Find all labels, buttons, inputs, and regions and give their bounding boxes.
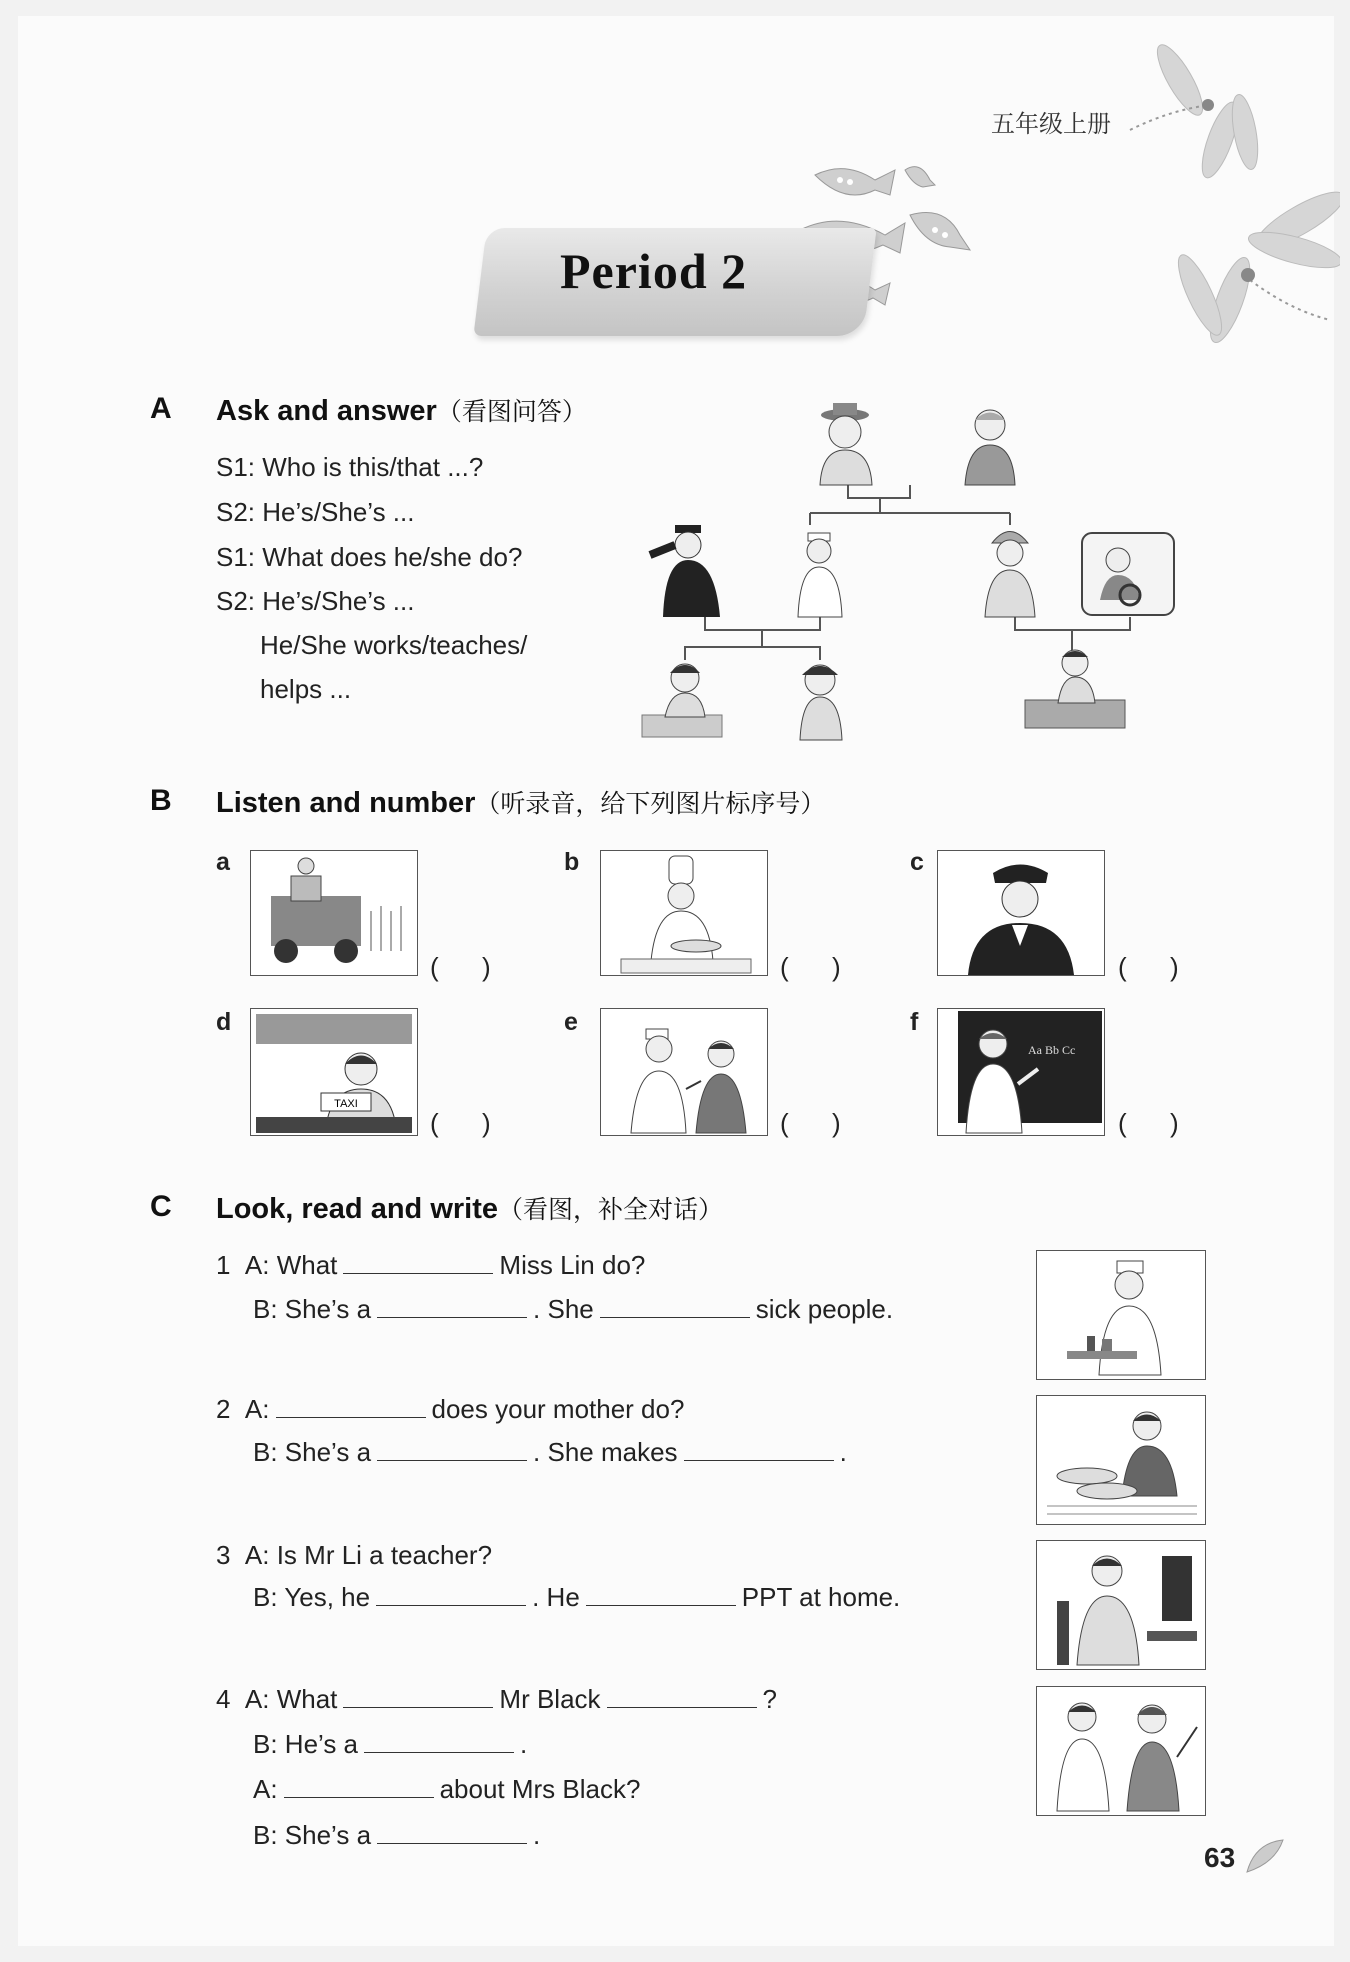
answer-paren[interactable] <box>780 1108 841 1139</box>
answer-blank[interactable] <box>276 1395 426 1418</box>
section-c-title-cn: （看图，补全对话） <box>498 1195 724 1224</box>
dialogue-text: B: She’s a <box>253 1820 372 1850</box>
dialogue-text: B: Yes, he <box>253 1582 371 1612</box>
picture-nurse <box>600 1008 768 1136</box>
item-label: d <box>216 1008 232 1036</box>
picture-cook <box>600 850 768 976</box>
grade-label: 五年级上册 <box>991 110 1111 138</box>
dialogue-text: Miss Lin do? <box>499 1250 646 1280</box>
section-a-letter: A <box>150 392 172 425</box>
question-4-line-a1 <box>216 1684 777 1715</box>
section-a-title-en: Ask and answer <box>216 395 437 427</box>
question-3-line-a <box>216 1540 492 1571</box>
dialogue-text: sick people. <box>755 1294 894 1324</box>
tree-connector <box>848 485 910 498</box>
doctor-and-teacher-icon <box>1037 1687 1205 1815</box>
taxi-driver-icon <box>251 1009 417 1135</box>
boy-reading-icon <box>1025 650 1125 728</box>
dialogue-line: He/She works/teaches/ <box>260 630 528 660</box>
paren-open: ( <box>1118 952 1127 982</box>
teacher-blackboard-icon <box>938 1009 1104 1135</box>
dialogue-text: . She makes <box>533 1437 678 1467</box>
paren-open: ( <box>430 952 439 982</box>
dialogue-text: A: What <box>244 1684 338 1714</box>
answer-paren[interactable] <box>780 952 841 983</box>
picture-farmer <box>250 850 418 976</box>
answer-blank[interactable] <box>377 1295 527 1318</box>
paren-open: ( <box>780 1108 789 1138</box>
answer-blank[interactable] <box>377 1438 527 1461</box>
item-label: f <box>910 1008 919 1036</box>
section-c-letter: C <box>150 1190 172 1223</box>
question-4-line-b1 <box>253 1729 527 1760</box>
answer-blank[interactable] <box>343 1685 493 1708</box>
grandpa-farmer-icon <box>820 403 872 485</box>
question-2-line-a <box>216 1394 684 1425</box>
answer-paren[interactable] <box>1118 952 1179 983</box>
item-label: b <box>564 848 580 876</box>
dialogue-text: Mr Black <box>499 1684 601 1714</box>
section-a-title <box>216 392 587 428</box>
answer-blank[interactable] <box>343 1251 493 1274</box>
question-2-line-b <box>253 1437 847 1468</box>
dialogue-line: S1: What does he/she do? <box>216 542 523 572</box>
answer-paren[interactable] <box>430 952 491 983</box>
paren-close: ) <box>832 952 841 982</box>
dialogue-text: . She <box>533 1294 594 1324</box>
section-b-title-cn: （听录音，给下列图片标序号） <box>475 789 826 818</box>
leaf-decoration-icon <box>1245 1838 1285 1874</box>
answer-blank[interactable] <box>586 1583 736 1606</box>
answer-blank[interactable] <box>376 1583 526 1606</box>
policeman-icon <box>650 525 720 617</box>
question-3-line-b <box>253 1582 900 1613</box>
dialogue-text: . <box>839 1437 847 1467</box>
dialogue-text: A: What <box>244 1250 338 1280</box>
question-number: 4 <box>216 1684 231 1714</box>
computer-user-icon <box>1037 1541 1205 1669</box>
dialogue-text: ? <box>762 1684 777 1714</box>
answer-blank[interactable] <box>600 1295 750 1318</box>
picture-policeman <box>937 850 1105 976</box>
blackboard-text: Aa Bb Cc <box>1028 1043 1076 1057</box>
dialogue-line: S2: He’s/She’s ... <box>216 497 415 527</box>
picture-computer-user <box>1036 1540 1206 1670</box>
dialogue-text: B: She’s a <box>253 1294 372 1324</box>
nurse-icon <box>798 533 842 617</box>
page-number: 63 <box>1204 1842 1236 1873</box>
dialogue-text: about Mrs Black? <box>439 1774 641 1804</box>
taxi-sign-text: TAXI <box>334 1098 358 1110</box>
grandma-icon <box>965 410 1015 485</box>
worker-icon <box>985 532 1035 618</box>
question-number: 3 <box>216 1540 231 1570</box>
answer-blank[interactable] <box>377 1821 527 1844</box>
page-title: Period 2 <box>560 243 748 299</box>
dialogue-text: . He <box>532 1582 580 1612</box>
family-tree-diagram <box>630 395 1200 755</box>
paren-close: ) <box>1170 952 1179 982</box>
girl-icon <box>800 665 842 740</box>
answer-blank[interactable] <box>364 1730 514 1753</box>
picture-taxi-driver <box>250 1008 418 1136</box>
girl-writing-icon <box>642 664 722 737</box>
item-label: c <box>910 848 924 876</box>
section-b-letter: B <box>150 784 172 817</box>
dialogue-line: helps ... <box>260 674 352 704</box>
paren-open: ( <box>780 952 789 982</box>
dialogue-line: S2: He’s/She’s ... <box>216 586 415 616</box>
dialogue-line: S1: Who is this/that ...? <box>216 452 484 482</box>
paren-open: ( <box>430 1108 439 1138</box>
picture-teacher <box>937 1008 1105 1136</box>
paren-close: ) <box>832 1108 841 1138</box>
picture-nurse-tray <box>1036 1250 1206 1380</box>
paren-close: ) <box>1170 1108 1179 1138</box>
dialogue-text: B: She’s a <box>253 1437 372 1467</box>
nurse-injection-icon <box>601 1009 767 1135</box>
section-c-title <box>216 1190 723 1226</box>
question-4-line-b2 <box>253 1820 540 1851</box>
dialogue-text: . <box>520 1729 528 1759</box>
dialogue-text: does your mother do? <box>431 1394 685 1424</box>
driver-icon <box>1082 533 1174 615</box>
cook-bread-icon <box>1037 1396 1205 1524</box>
dialogue-text: B: He’s a <box>253 1729 359 1759</box>
section-c-title-en: Look, read and write <box>216 1193 498 1225</box>
question-1-line-b <box>253 1294 893 1325</box>
question-4-line-a2 <box>253 1774 640 1805</box>
paren-open: ( <box>1118 1108 1127 1138</box>
paren-close: ) <box>482 952 491 982</box>
farmer-tractor-icon <box>251 851 417 975</box>
question-1-line-a <box>216 1250 645 1281</box>
answer-blank[interactable] <box>607 1685 757 1708</box>
dialogue-text: . <box>533 1820 541 1850</box>
item-label: a <box>216 848 230 876</box>
question-number: 1 <box>216 1250 231 1280</box>
answer-blank[interactable] <box>284 1775 434 1798</box>
question-number: 2 <box>216 1394 231 1424</box>
dialogue-text: A: <box>244 1394 270 1424</box>
cook-icon <box>601 851 767 975</box>
picture-cook-bread <box>1036 1395 1206 1525</box>
dialogue-text: A: <box>253 1774 278 1804</box>
dialogue-text: PPT at home. <box>741 1582 901 1612</box>
policeman-portrait-icon <box>938 851 1104 975</box>
nurse-tray-icon <box>1037 1251 1205 1379</box>
paren-close: ) <box>482 1108 491 1138</box>
picture-doctor-teacher <box>1036 1686 1206 1816</box>
answer-blank[interactable] <box>684 1438 834 1461</box>
answer-paren[interactable] <box>1118 1108 1179 1139</box>
dialogue-text: A: Is Mr Li a teacher? <box>244 1540 493 1570</box>
section-b-title <box>216 784 825 820</box>
item-label: e <box>564 1008 578 1036</box>
answer-paren[interactable] <box>430 1108 491 1139</box>
dragonfly-decoration-icon <box>1100 20 1340 370</box>
section-a-title-cn: （看图问答） <box>436 397 587 426</box>
section-b-title-en: Listen and number <box>216 787 476 819</box>
